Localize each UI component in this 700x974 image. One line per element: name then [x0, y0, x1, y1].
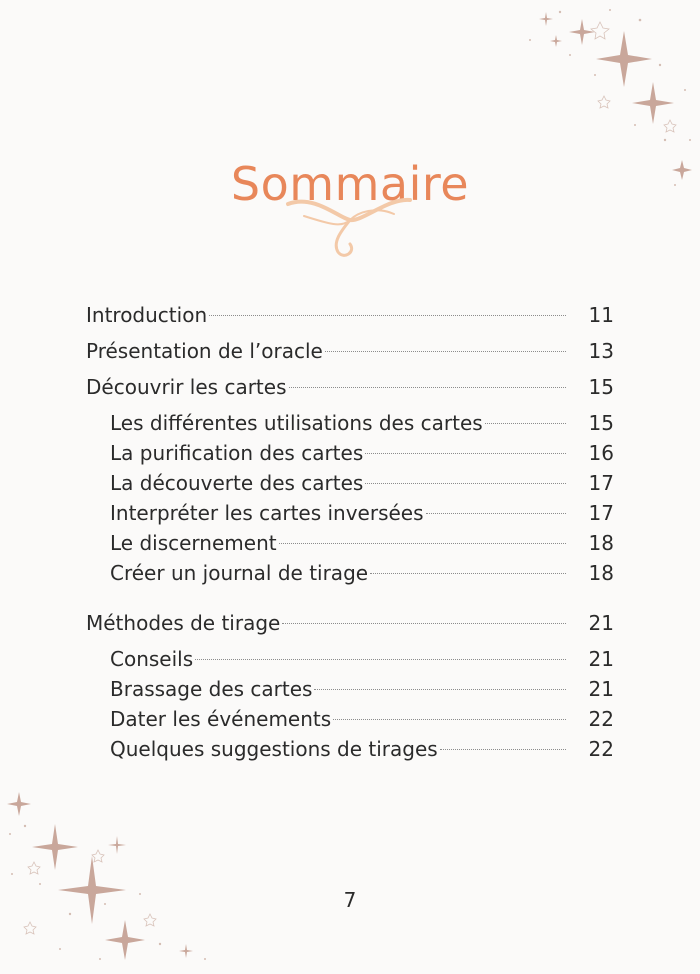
- toc-entry-label: Créer un journal de tirage: [110, 561, 369, 585]
- dot-leader: [279, 543, 566, 544]
- toc-entry-label: Découvrir les cartes: [86, 375, 287, 399]
- toc-entry-page: 21: [588, 677, 614, 701]
- toc-entry-label: Les différentes utilisations des cartes: [110, 411, 483, 435]
- toc-entry: [86, 300, 614, 330]
- toc-entry-label: Quelques suggestions de tirages: [110, 737, 438, 761]
- dot-leader: [485, 423, 566, 424]
- dot-leader: [282, 623, 566, 624]
- toc-entry-page: 15: [588, 375, 614, 399]
- toc-subentry: [86, 644, 614, 674]
- toc-entry-label: Présentation de l’oracle: [86, 339, 323, 363]
- toc-entry-label: Méthodes de tirage: [86, 611, 281, 635]
- section-spacer: [86, 588, 614, 608]
- toc-entry-page: 18: [588, 561, 614, 585]
- dot-leader: [426, 513, 566, 514]
- toc-entry-label: Introduction: [86, 303, 208, 327]
- toc-entry-label: Brassage des cartes: [110, 677, 313, 701]
- dot-leader: [325, 351, 566, 352]
- toc-entry-label: Conseils: [110, 647, 194, 671]
- toc-entry-page: 21: [588, 611, 614, 635]
- toc-subentry: [86, 408, 614, 438]
- toc-subentry: [86, 558, 614, 588]
- toc-entry-page: 11: [588, 303, 614, 327]
- toc-entry: [86, 608, 614, 638]
- dot-leader: [440, 749, 566, 750]
- toc-subentry: [86, 468, 614, 498]
- toc-subentry: [86, 704, 614, 734]
- toc-entry-label: Interpréter les cartes inversées: [110, 501, 424, 525]
- page-title: Sommaire: [230, 156, 470, 211]
- toc-entry-page: 15: [588, 411, 614, 435]
- toc-entry-page: 18: [588, 531, 614, 555]
- flourish-ornament: [284, 192, 416, 262]
- dot-leader: [289, 387, 567, 388]
- toc-entry-page: 17: [588, 501, 614, 525]
- toc-entry-page: 22: [588, 737, 614, 761]
- toc-subentry: [86, 528, 614, 558]
- toc-entry-page: 17: [588, 471, 614, 495]
- toc-entry-label: La découverte des cartes: [110, 471, 364, 495]
- toc-entry-label: Le discernement: [110, 531, 277, 555]
- toc-entry: [86, 372, 614, 402]
- toc-entry-page: 16: [588, 441, 614, 465]
- toc-entry-label: La purification des cartes: [110, 441, 364, 465]
- toc-subentry: [86, 498, 614, 528]
- toc-entry-page: 21: [588, 647, 614, 671]
- dot-leader: [209, 315, 566, 316]
- toc-subentry: [86, 734, 614, 764]
- dot-leader: [195, 659, 566, 660]
- page-number: 7: [343, 888, 357, 912]
- toc-entry-page: 13: [588, 339, 614, 363]
- dot-leader: [365, 483, 566, 484]
- toc-subentry: [86, 674, 614, 704]
- table-of-contents: [86, 300, 614, 764]
- toc-subentry: [86, 438, 614, 468]
- dot-leader: [365, 453, 566, 454]
- toc-entry-page: 22: [588, 707, 614, 731]
- toc-entry-label: Dater les événements: [110, 707, 332, 731]
- sparkle-cluster-bottom-left: [0, 774, 220, 974]
- dot-leader: [314, 689, 566, 690]
- dot-leader: [333, 719, 566, 720]
- dot-leader: [370, 573, 566, 574]
- toc-entry: [86, 336, 614, 366]
